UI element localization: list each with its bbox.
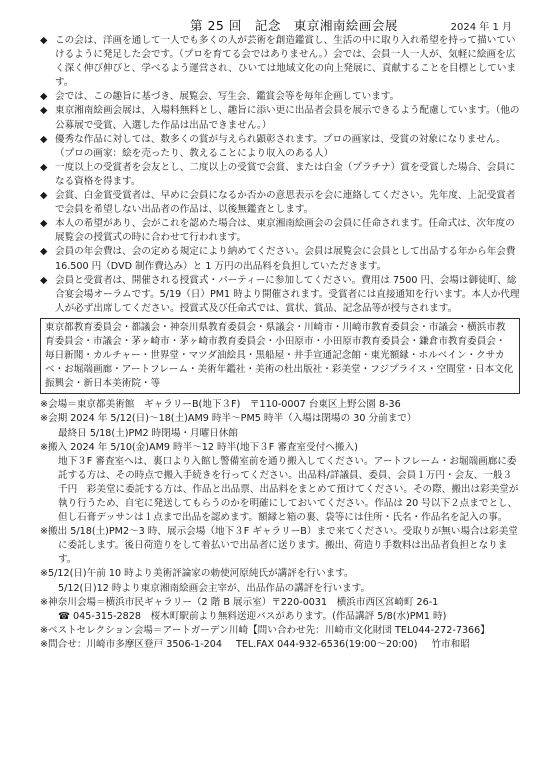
sponsors-text: 東京都教育委員会・都議会・神奈川県教育委員会・県議会・川崎市・川崎市教育委員会・市議会・横浜市教育委員会・市議会・茅ヶ崎市・茅ヶ崎市教育委員会・小田原市・小田原市教育委員会・鎌倉市教育委員会・毎日新聞・カルチャー・世界堂・マツダ油絵具・黒船屋・井手宣通記念館・東光額縁・ホルベイン・クサカベ・お堀端画廊・アートフレーム・美術年鑑社・美術の杜出版社・彩美堂・フジプライス・空間堂・日本文化振興会・新日本美術院・等 [45,321,514,390]
carry-out-note: ※搬出 5/18(土)PM2～3 時、展示会場（地下３F ギャラリーB）まで来てください。受取りが無い場合は彩美堂に委託します。後日荷造りをして着払いで出品者に送ります。搬出、荷造り手数料は出品者負担となります。 [40,526,518,566]
contact-name: 竹市和昭 [431,638,470,650]
intro-item: ◆ 会員の年会費は、会の定める規定により納めてください。会員は展覧会に会員として出品する年から年会費 16.500 円（DVD 制作費込み）と 1 万円の出品料を負担していただきます。 [40,246,516,272]
intro-item: ◆ 優秀な作品に対しては、数多くの賞が与えられ顕彰されます。プロの画家は、受賞の対象になりません。（プロの画家：絵を売ったり、教えることにより収入のある人） [40,133,506,159]
lecture-note-1: ※5/12(日)午前 10 時より美術評論家の勅使河原純氏が講評を行います。 [40,568,354,580]
document-title: 第 25 回 記念 東京湘南絵画会展 [190,18,398,33]
kanagawa-tel-text: 045-315-2828 桜木町駅前より無料送迎バスがあります。(作品講評 5/8(水)PM1 時) [73,610,447,622]
period-last-note: 最終日 5/18(土)PM2 時閉場・月曜日休館 [58,427,239,439]
contact-tel: TEL.FAX 044-932-6536(19:00～20:00) [235,638,418,650]
diamond-bullet-icon: ◆ [40,218,48,230]
intro-item: ◆ 一度以上の受賞者を会友とし、二度以上の受賞で会賞、または白金（プラチナ）賞を受賞した場合、会員になる資格を得ます。 [40,161,516,187]
intro-item: ◆ 本人の希望があり、会がこれを認めた場合は、東京湘南絵画会の会員に任命されます。任命式は、次年度の展覧会の授賞式の時に合わせて行われます。 [40,218,515,244]
intro-item: ◆ 会では、この趣旨に基づき、展覧会、写生会、鑑賞会等を毎年企画しています。 [40,90,520,104]
carry-in-detail: 地下３F 審査室へは、裏口より入館し警備室前を通り搬入してください。アートフレーム・お堀端画廊に委託する方は、その時点で搬入手続きを行ってください。出品料/詳議員、委員、会員１万円・会友、一般３千円 彩美堂に委託する方は、作品と出品票、出品料をまとめて預けてください。その際、搬出は彩美堂が執り行うため、自宅に発送してもらうのかを明確にしておいてください。作品は 20 号以下２点までとし、但し石膏デッサンは１点まで出品を認めます。額縁と箱の裏、袋等には住所・氏名・作品名を記入の事。 [58,455,519,524]
diamond-bullet-icon: ◆ [40,274,48,286]
diamond-bullet-icon: ◆ [40,91,48,103]
intro-item: ◆ 会賞、白金賞受賞者は、早めに会員になるか否かの意思表示を会に連絡してください。先年度、上記受賞者で会員を希望しない出品者の作品は、以後無鑑査とします。 [40,190,516,216]
venue-note: ※会場＝東京都美術館 ギャラリーB(地下３F) 〒110-0007 台東区上野公園 8-36 [40,399,401,411]
document-header [40,12,520,34]
carry-in-note: ※搬入 2024 年 5/10(金)AM9 時半～12 時半(地下３F 審査室受付へ搬入) [40,441,358,453]
sponsors-box [40,318,520,394]
contact-line [40,638,520,652]
best-selection-note: ※ベストセレクション会場＝アートガーデン川崎【問い合わせ先：川崎市文化財団 TEL044-272-7366】 [40,624,490,636]
contact-label: ※問合せ：川崎市多摩区登戸 3506-1-204 [40,638,222,650]
intro-item: ◆ 会員と受賞者は、開催される授賞式・パーティーに参加してください。費用は 7500 円、会場は御徒町、総合宴会場オーラムです。5/19（日）PM1 時より開催されます。受賞者には直接通知を行います。本人か代理人が必ず出席してください。授賞式及び任命式では、賞状、賞品、記念品等が授与されます。 [40,274,520,314]
intro-item: ◆ 東京湘南絵画会展は、入場料無料とし、趣旨に添い更に出品者会員を展示できるよう配慮しています。（他の公募展で受賞、入選した作品は出品できません。） [40,105,520,131]
notes-section [40,398,520,652]
diamond-bullet-icon: ◆ [40,161,48,173]
period-note: ※会期 2024 年 5/12(日)～18(土)AM9 時半～PM5 時半（入場は閉場の 30 分前まで） [40,413,417,425]
lecture-note-2: 5/12(日)12 時より東京湘南絵画会主宰が、出品作品の講評を行います。 [58,582,371,594]
intro-section [40,34,520,316]
diamond-bullet-icon: ◆ [40,246,48,258]
diamond-bullet-icon: ◆ [40,190,48,202]
phone-icon: ☎ [58,610,70,622]
kanagawa-tel-line [40,610,520,624]
kanagawa-venue-note: ※神奈川会場＝横浜市民ギャラリー（2 階 B 展示室）〒220-0031 横浜市西区宮崎町 26-1 [40,596,439,608]
intro-item: ◆ この会は、洋画を通して一人でも多くの人が芸術を創造鑑賞し、生活の中に取り入れ希望を持って描いていけるように発足した会です。（プロを育てる会ではありません。）会では、会員一人一人が、気軽に絵画を広く深く伸び伸びと、学べるよう運営され、ひいては地域文化の向上発展に、貢献することを目標としています。 [40,35,517,89]
diamond-bullet-icon: ◆ [40,105,48,117]
diamond-bullet-icon: ◆ [40,133,48,145]
diamond-bullet-icon: ◆ [40,35,48,46]
document-date: 2024 年 1 月 [450,22,512,33]
